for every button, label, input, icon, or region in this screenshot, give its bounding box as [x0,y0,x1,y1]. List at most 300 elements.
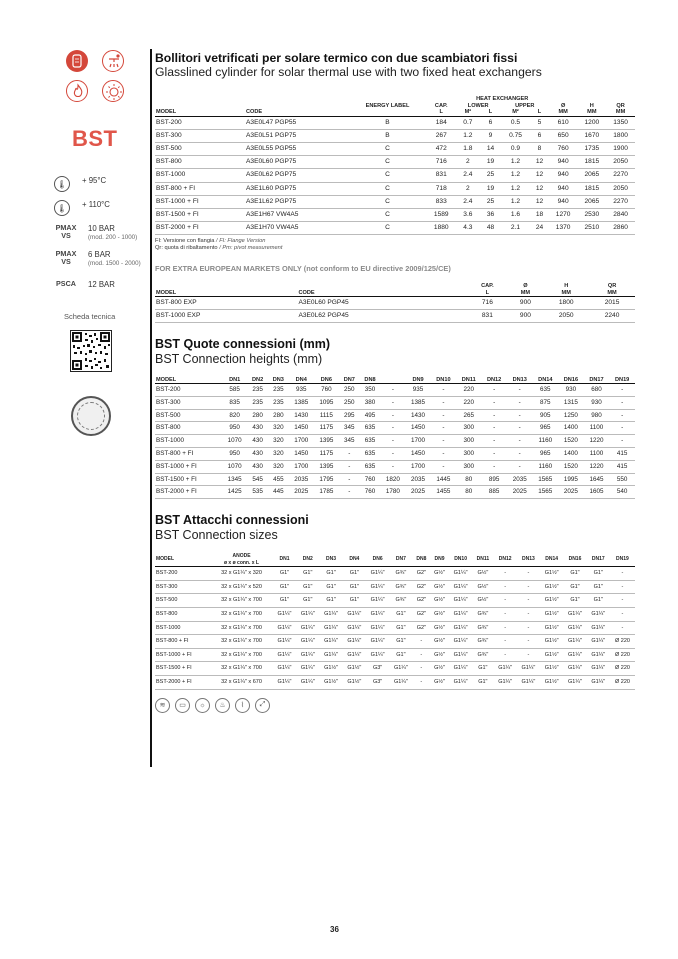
table-cell: A3E0L55 PGP55 [232,142,348,155]
table-cell: 1589 [427,208,456,221]
table-row [155,222,635,235]
note-text-en: / FI: Flange Version [216,238,266,245]
section1-title-it: Bollitori vetrificati per solare termico con due scambiatori fissi [155,51,518,65]
table-cell: G2" [413,594,431,608]
table-cell: - [610,607,635,621]
table-cell: 1565 [533,486,559,499]
table-cell: 1175 [314,422,339,435]
table-cell: G2" [413,567,431,581]
col-cap-unit: L [427,109,456,116]
table-cell: BST-500 [155,142,232,155]
table-cell: 935 [406,384,431,397]
table-cell: C [348,208,427,221]
table-cell: A3E0L62 PGP45 [282,309,467,322]
table-cell: B [348,116,427,129]
certification-seal [71,396,111,436]
table-cell: - [517,594,540,608]
table-cell: 1.2 [501,169,530,182]
table-cell: 345 [339,435,360,448]
table-row [155,580,635,594]
table-cell: 2025 [507,486,533,499]
table-cell: 1425 [222,486,247,499]
table-cell: G1¼" [587,648,610,662]
table-row [155,621,635,635]
table-cell: BST-800 [155,156,232,169]
table-cell: G1" [343,567,366,581]
table-cell: - [517,648,540,662]
vertical-divider [150,49,152,767]
table-cell: 2015 [589,297,635,310]
col-upper-l: L [530,109,549,116]
spec-sub: (mod. 200 - 1000) [88,234,138,241]
table-cell: 430 [247,435,268,448]
table-cell: 1815 [577,182,606,195]
table-cell: G1¼" [563,662,586,676]
table-cell: - [507,435,533,448]
table-cell: G1" [563,594,586,608]
col-h-unit: MM [577,109,606,116]
table-cell: - [413,635,431,649]
table-row [155,675,635,689]
table-cell: 250 [339,396,360,409]
table-cell: G1¼" [343,607,366,621]
table-cell: - [339,460,360,473]
table-cell: 940 [549,195,578,208]
table-cell: 2.4 [456,195,481,208]
table-cell: 2530 [577,208,606,221]
connection-sizes-header [155,553,635,567]
table-cell: G1" [273,580,296,594]
table-cell: 940 [549,182,578,195]
table-cell: 32 x G1¼" x 700 [210,648,273,662]
table-cell: A3E0L51 PGP75 [232,129,348,142]
spec-key: PMAX VS [55,223,77,240]
table-cell: 1520 [558,460,584,473]
table-cell: G1¼" [343,621,366,635]
table-cell: G1¼" [319,607,342,621]
table-cell: 32 x G1¼" x 700 [210,662,273,676]
table-cell: G1¼" [296,648,319,662]
table-cell: BST-2000 + FI [155,222,232,235]
column-header: DN2 [296,553,319,567]
table-cell: 1450 [289,422,314,435]
table-cell: G1¼" [296,662,319,676]
table-cell: 48 [480,222,501,235]
table-cell: G¾" [472,607,493,621]
table-cell: G1¼" [449,621,472,635]
table-row [155,384,635,397]
table-cell: G¾" [389,594,412,608]
table-cell: 930 [558,384,584,397]
column-header [380,377,405,384]
table-cell: 1.6 [501,208,530,221]
table-cell: G1¼" [449,594,472,608]
col-model: MODEL [155,96,232,116]
flame-icon [66,80,88,102]
table-cell: 2050 [606,156,635,169]
table-cell: - [481,422,507,435]
table-cell: - [413,662,431,676]
table-cell: 2.4 [456,169,481,182]
col-cap: CAP. [434,102,448,109]
table-row [155,422,635,435]
table-cell: 718 [427,182,456,195]
table-cell: 1350 [606,116,635,129]
table-cell: G1¼" [587,635,610,649]
category-icons [66,50,136,110]
table-cell: G½" [430,648,449,662]
table-cell: 4.3 [456,222,481,235]
table-cell: 540 [609,486,635,499]
table-cell: 1800 [543,297,589,310]
table-cell: G1¼" [449,675,472,689]
table-cell: G½" [430,607,449,621]
column-header: DN19 [609,377,635,384]
column-header: MODEL [155,377,222,384]
table-cell: G1¼" [563,607,586,621]
table-cell: G1½" [540,580,563,594]
table-cell: - [431,384,457,397]
table-cell: 184 [427,116,456,129]
table-cell: G1½" [540,607,563,621]
table-cell: G1¼" [273,675,296,689]
table-cell: Ø 220 [610,675,635,689]
table-cell: 1370 [549,222,578,235]
table-cell: G1¼" [273,621,296,635]
table-cell: C [348,195,427,208]
table-cell: 835 [222,396,247,409]
table-cell: - [413,648,431,662]
table-cell: 32 x G1¼" x 520 [210,580,273,594]
table-cell: 1995 [558,473,584,486]
table-cell: 1160 [533,435,559,448]
table-cell: 1345 [222,473,247,486]
table-cell: 1.2 [456,129,481,142]
table-cell: - [380,422,405,435]
table-cell: 716 [467,297,507,310]
table-cell: 831 [427,169,456,182]
table-cell: 950 [222,422,247,435]
table-cell: 2035 [289,473,314,486]
table-cell: 1220 [584,460,610,473]
spec-sub: (mod. 1500 - 2000) [88,260,141,267]
table-cell: G1" [343,594,366,608]
table-cell: 1095 [314,396,339,409]
col-heat-exchanger: HEAT EXCHANGER [476,96,529,102]
column-header: DN8 [413,553,431,567]
col-cap: CAP. [481,283,494,290]
table-cell: 3.6 [456,208,481,221]
table-cell: 935 [289,384,314,397]
table-row [155,156,635,169]
main-content [155,51,635,713]
table-cell: A3E0L62 PGP75 [232,169,348,182]
table-cell: G1" [472,675,493,689]
table-cell: G1" [563,580,586,594]
connection-sizes-body [155,567,635,689]
table-cell: BST-500 [155,409,222,422]
table-cell: - [380,460,405,473]
glasslined-icon [66,50,88,72]
brand-title: BST [72,126,118,151]
table-cell: G1¼" [449,580,472,594]
table-cell: 2 [456,156,481,169]
table-cell: - [610,621,635,635]
spec-value-wrap [88,250,141,268]
table-cell: - [380,448,405,461]
table-cell: 280 [247,409,268,422]
table-cell: G½" [472,580,493,594]
table-cell: 430 [247,460,268,473]
column-header: DN2 [247,377,268,384]
table-cell: BST-800 [155,422,222,435]
table-cell: C [348,222,427,235]
table-cell: 235 [247,396,268,409]
table-cell: G1" [296,580,319,594]
table-cell: B [348,129,427,142]
table-cell: G1¼" [319,648,342,662]
table-cell: 2025 [406,486,431,499]
table-cell: 930 [584,396,610,409]
table-cell: 760 [314,384,339,397]
table-cell: 1800 [606,129,635,142]
table-cell: BST-1000 + FI [155,648,210,662]
table-cell: 1100 [584,448,610,461]
page-number: 36 [330,925,339,934]
table-cell: G1¼" [296,635,319,649]
col-qr-unit: MM [589,290,635,297]
table-cell: 295 [339,409,360,422]
table-cell: - [431,422,457,435]
table-cell: G1" [296,567,319,581]
table-cell: G1¼" [449,607,472,621]
table-cell: G1" [389,621,412,635]
table-cell: 2050 [606,182,635,195]
column-header: DN7 [339,377,360,384]
col-qr-unit: MM [606,109,635,116]
table-cell: BST-1000 [155,169,232,182]
table-cell: 350 [360,384,381,397]
column-header: DN12 [481,377,507,384]
spec-value: 10 BAR [88,224,115,233]
table-cell: 2065 [577,169,606,182]
table-cell: - [507,396,533,409]
table-cell: 1400 [558,422,584,435]
table-cell: - [431,435,457,448]
table-row [155,169,635,182]
table-cell: 885 [481,486,507,499]
table-cell: 380 [360,396,381,409]
table-cell: 0.5 [501,116,530,129]
table-cell: 32 x G1¼" x 700 [210,635,273,649]
table-cell: Ø 220 [610,648,635,662]
table-cell: G1¼" [449,635,472,649]
table-cell: 1385 [406,396,431,409]
table-cell: G1¼" [563,635,586,649]
table-cell: 1815 [577,156,606,169]
table-cell: 2065 [577,195,606,208]
col-upper: UPPER [515,102,535,109]
table-cell: G½" [430,675,449,689]
column-header: DN12 [494,553,517,567]
table-row [155,567,635,581]
table-cell: 2510 [577,222,606,235]
table-row [155,297,635,310]
table-cell: - [507,422,533,435]
table-cell: - [517,580,540,594]
table-cell: 2240 [589,309,635,322]
table-cell: 32 x G1¼" x 670 [210,675,273,689]
table-cell: G½" [472,567,493,581]
table-row [155,195,635,208]
section3-title-en: BST Connection heights (mm) [155,351,323,366]
table-cell: 19 [480,156,501,169]
spec-pmax-2 [54,250,141,268]
col-model: MODEL [155,283,282,297]
table-cell: G1¼" [296,621,319,635]
table-cell: 1395 [314,460,339,473]
table-cell: 320 [268,435,289,448]
table-cell: 1670 [577,129,606,142]
table-cell: 535 [247,486,268,499]
table-cell: 2860 [606,222,635,235]
spec-key: PMAX VS [55,249,77,266]
table-cell: - [609,396,635,409]
table-cell: C [348,156,427,169]
table-cell: 875 [533,396,559,409]
table-cell: 635 [533,384,559,397]
anode-label: ANODE [232,553,251,560]
table-cell: G1" [389,648,412,662]
table-cell: G3" [366,675,389,689]
table-cell: G1¼" [389,662,412,676]
table-cell: 300 [456,460,481,473]
table-cell: 0.9 [501,142,530,155]
table-row [155,486,635,499]
table-cell: 900 [508,297,544,310]
table-cell: 2270 [606,195,635,208]
table-cell: G1¼" [366,580,389,594]
table-row [155,635,635,649]
table-cell: BST-200 [155,567,210,581]
table-cell: 1700 [406,435,431,448]
table-cell: G1½" [540,635,563,649]
col-diam: Ø [560,102,566,109]
coil-icon: ≋ [155,698,170,713]
table-cell: 5 [530,116,549,129]
table-cell: G1¼" [366,607,389,621]
table-cell: G1½" [540,662,563,676]
table-cell: 320 [268,448,289,461]
section3-heading [155,337,635,367]
table-cell: G1¼" [296,675,319,689]
connection-heights-table [155,377,635,500]
table-cell: G½" [430,621,449,635]
table-cell: 430 [247,422,268,435]
table-cell: 545 [247,473,268,486]
table-cell: G¾" [472,635,493,649]
table-cell: - [481,435,507,448]
table-cell: 2 [456,182,481,195]
table-cell: 2025 [289,486,314,499]
table-cell: G1¼" [587,607,610,621]
table-cell: BST-300 [155,396,222,409]
table-cell: 1520 [558,435,584,448]
section1-title-en: Glasslined cylinder for solar thermal use with two fixed heat exchangers [155,65,542,79]
connection-sizes-table [155,553,635,689]
scheda-tecnica-label: Scheda tecnica [64,312,116,321]
table-cell: 650 [549,129,578,142]
table-cell: 1.8 [456,142,481,155]
table-cell: 32 x G1¼" x 700 [210,621,273,635]
table-cell: - [481,448,507,461]
table-row [155,142,635,155]
column-header: DN14 [533,377,559,384]
spec-value: + 95°C [82,176,107,185]
col-h: H [564,283,569,290]
thermometer-icon: 🌡︎ [54,176,70,192]
table-cell: 345 [339,422,360,435]
table-cell: 833 [427,195,456,208]
column-header: DN4 [289,377,314,384]
table-cell: G1¼" [494,675,517,689]
table-cell: 905 [533,409,559,422]
table-cell: - [507,409,533,422]
table-cell: 2050 [543,309,589,322]
table-cell: C [348,182,427,195]
qr-code-icon[interactable] [70,330,112,372]
table-cell: 2270 [606,169,635,182]
table-cell: 320 [268,422,289,435]
table-cell: G1¼" [517,662,540,676]
table-row [155,435,635,448]
table-cell: G1¼" [296,607,319,621]
col-code: CODE [282,283,467,297]
extra-eu-title: FOR EXTRA EUROPEAN MARKETS ONLY (not conform to EU directive 2009/125/CE) [155,264,451,274]
tank-icon: ▭ [175,698,190,713]
table-cell: 1.2 [501,182,530,195]
table-cell: G1¼" [366,635,389,649]
table-row [155,409,635,422]
table-cell: G1" [472,662,493,676]
table-cell: G1" [296,594,319,608]
table-cell: 235 [268,396,289,409]
table-cell: BST-300 [155,580,210,594]
col-diam-unit: MM [549,109,578,116]
table-cell: 1445 [431,473,457,486]
column-header: DN9 [406,377,431,384]
table-cell: 0.75 [501,129,530,142]
seal-inner [77,402,105,430]
column-header: DN3 [268,377,289,384]
table-cell: 300 [456,435,481,448]
table-cell: 415 [609,460,635,473]
table-row [155,448,635,461]
table-cell: 300 [456,422,481,435]
table-cell: G1¼" [449,662,472,676]
table-cell: 6 [480,116,501,129]
table-cell: 455 [268,473,289,486]
table-cell: 235 [268,384,289,397]
table-cell: G1¼" [343,635,366,649]
product-table-body [155,116,635,235]
table-cell: - [517,607,540,621]
table-cell: - [431,396,457,409]
table-cell: 415 [609,448,635,461]
table-cell: 267 [427,129,456,142]
col-energy-unit [348,109,427,116]
table-cell: - [610,567,635,581]
